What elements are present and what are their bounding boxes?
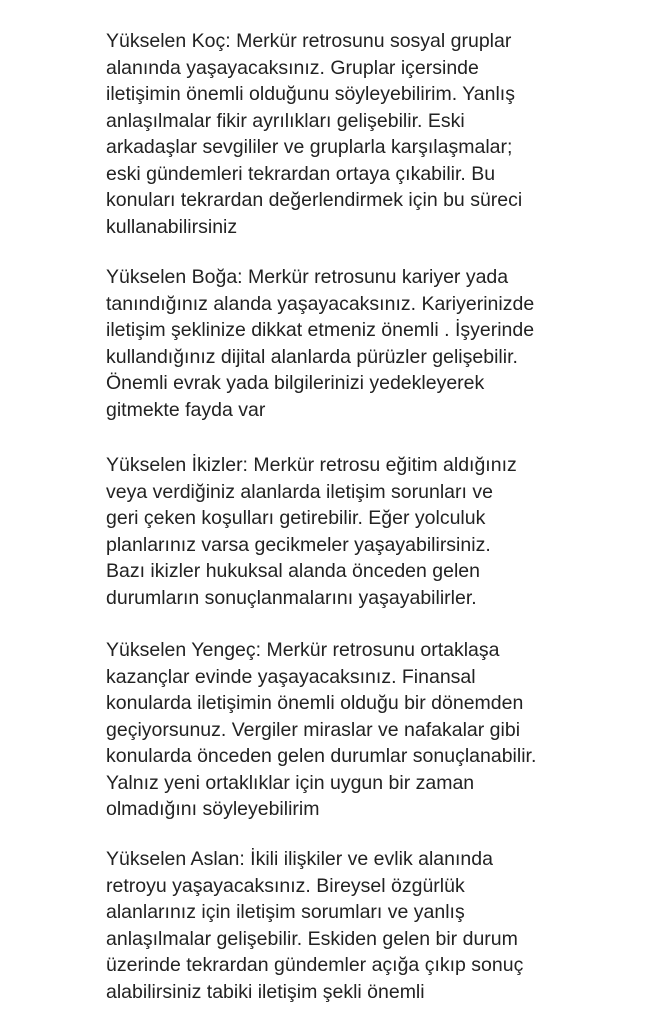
text-line: durumların sonuçlanmalarını yaşayabilirler.: [106, 586, 477, 609]
text-line: Yükselen Koç: Merkür retrosunu sosyal gruplar: [106, 30, 512, 52]
text-line: konularda önceden gelen durumlar sonuçlanabilir.: [106, 745, 537, 767]
text-line: Yükselen Boğa: Merkür retrosunu kariyer yada: [106, 266, 509, 288]
text-line: kazançlar evinde yaşayacaksınız. Finansal: [106, 665, 476, 688]
text-line: retroyu yaşayacaksınız. Bireysel özgürlük: [106, 874, 465, 897]
text-line: iletişimin önemli olduğunu söyleyebilirim. Yanlış: [106, 83, 515, 105]
text-line: arkadaşlar sevgililer ve gruplarla karşılaşmalar;: [106, 136, 513, 158]
text-line: kullanabilirsiniz: [106, 215, 238, 238]
text-line: tanındığınız alanda yaşayacaksınız. Kariyerinizde: [106, 292, 535, 315]
text-line: konuları tekrardan değerlendirmek için bu süreci: [106, 189, 523, 211]
paragraph-yukselen-ikizler: [106, 452, 646, 611]
text-line: alabilirsiniz tabiki iletişim şekli önemli: [106, 980, 425, 1003]
text-line: anlaşılmalar gelişebilir. Eskiden gelen bir durum: [106, 927, 518, 950]
text-line: Yükselen Aslan: İkili ilişkiler ve evlik alanında: [106, 848, 493, 870]
text-line: geçiyorsunuz. Vergiler miraslar ve nafakalar gibi: [106, 718, 521, 741]
paragraph-yukselen-yengec: [106, 637, 646, 823]
text-line: alanlarınız için iletişim sorumları ve yanlış: [106, 901, 465, 923]
text-line: Bazı ikizler hukuksal alanda önceden gelen: [106, 560, 480, 582]
text-line: gitmekte fayda var: [106, 398, 266, 421]
text-line: veya verdiğiniz alanlarda iletişim sorunları ve: [106, 480, 493, 503]
text-line: geri çeken koşulları getirebilir. Eğer yolculuk: [106, 507, 486, 529]
text-line: kullandığınız dijital alanlarda pürüzler gelişebilir.: [106, 345, 518, 368]
text-line: Yükselen Yengeç: Merkür retrosunu ortaklaşa: [106, 639, 500, 661]
text-line: Yalnız yeni ortaklıklar için uygun bir zaman: [106, 771, 475, 794]
paragraph-yukselen-boga: [106, 264, 646, 423]
paragraph-yukselen-koc: [106, 28, 646, 240]
text-line: eski gündemleri tekrardan ortaya çıkabilir. Bu: [106, 162, 496, 185]
text-line: planlarınız varsa gecikmeler yaşayabilirsiniz.: [106, 533, 491, 556]
text-line: konularda iletişimin önemli olduğu bir dönemden: [106, 692, 524, 714]
text-line: alanında yaşayacaksınız. Gruplar içersinde: [106, 56, 479, 79]
text-line: Önemli evrak yada bilgilerinizi yedekleyerek: [106, 372, 485, 394]
text-line: iletişim şeklinize dikkat etmeniz önemli . İşyerinde: [106, 319, 535, 341]
paragraph-yukselen-aslan: [106, 846, 646, 1005]
text-line: Yükselen İkizler: Merkür retrosu eğitim aldığınız: [106, 454, 517, 476]
text-line: anlaşılmalar fikir ayrılıkları gelişebilir. Eski: [106, 109, 465, 132]
text-line: olmadığını söyleyebilirim: [106, 798, 320, 820]
text-line: üzerinde tekrardan gündemler açığa çıkıp sonuç: [106, 954, 524, 976]
